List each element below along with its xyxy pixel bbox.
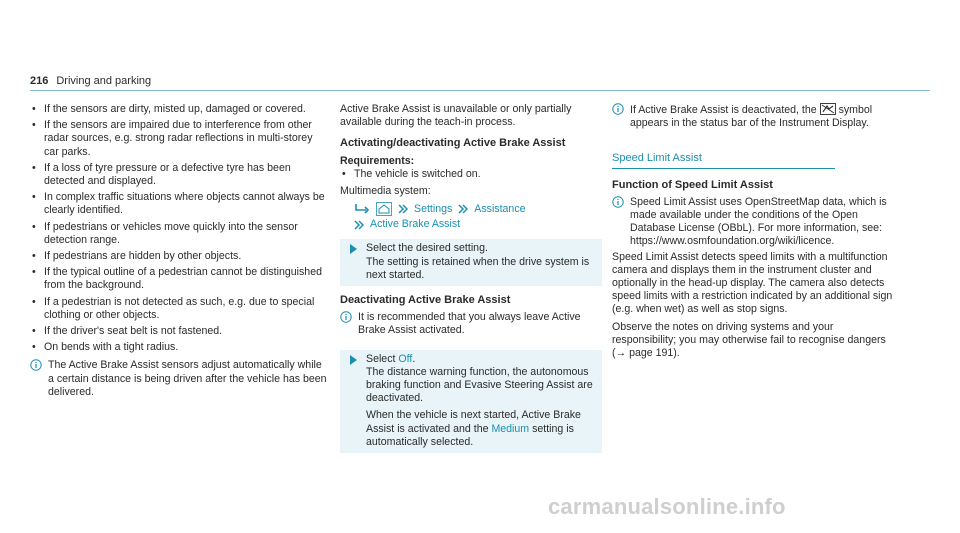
paragraph: Observe the notes on driving systems and your responsibility; you may otherwise fail to recognise dangers (→ page 191). bbox=[612, 320, 886, 360]
step-arrow-icon bbox=[350, 355, 357, 365]
multimedia-label: Multimedia system: bbox=[340, 185, 431, 198]
list-item: • If the sensors are impaired due to interference from other radar sources, e.g. strong radar reflections in multi-storey car parks. bbox=[30, 119, 330, 159]
info-note bbox=[30, 359, 330, 399]
step-text: When the vehicle is next started, Active Brake Assist is activated and the bbox=[366, 409, 581, 435]
menu-path bbox=[340, 202, 602, 216]
note-text: If Active Brake Assist is deactivated, the bbox=[630, 104, 817, 116]
menu-active-brake-assist[interactable]: Active Brake Assist bbox=[370, 218, 461, 231]
step-text: setting is automatically selected. bbox=[366, 422, 574, 448]
step-select-label: Select bbox=[366, 352, 396, 365]
arrow-right-icon bbox=[354, 203, 370, 215]
watermark: carmanualsonline.info bbox=[548, 494, 786, 519]
menu-assistance[interactable]: Assistance bbox=[474, 202, 526, 215]
list-item: • If pedestrians are hidden by other objects. bbox=[30, 250, 330, 263]
list-item: • The vehicle is switched on. bbox=[340, 168, 602, 181]
column-left bbox=[30, 103, 330, 399]
info-note bbox=[340, 311, 602, 337]
step-select-setting bbox=[340, 239, 602, 286]
medium-option[interactable]: Medium bbox=[491, 422, 530, 435]
note-text: Speed Limit Assist uses OpenStreetMap data, which is made available under the conditions of the Open Database License (OBbL). For more information, see: https://www.osmfoundation.org/wiki/licence. bbox=[630, 195, 887, 248]
heading-function: Function of Speed Limit Assist bbox=[612, 178, 773, 191]
list-item: • On bends with a tight radius. bbox=[30, 341, 330, 354]
column-right bbox=[612, 103, 897, 364]
home-icon[interactable] bbox=[376, 202, 392, 216]
info-icon bbox=[30, 359, 42, 371]
off-option[interactable]: Off bbox=[398, 352, 413, 365]
page-header bbox=[30, 75, 151, 88]
section-speed-limit-assist: Speed Limit Assist bbox=[612, 152, 835, 168]
step-text: The distance warning function, the autonomous braking function and Evasive Steering Assist are deactivated. bbox=[366, 365, 593, 405]
step-text: Select the desired setting. bbox=[366, 242, 488, 255]
list-item: • If a pedestrian is not detected as such, e.g. due to special clothing or other objects. bbox=[30, 296, 330, 322]
double-chevron-icon bbox=[398, 204, 408, 214]
brake-assist-off-icon bbox=[820, 103, 836, 115]
list-item: • If the typical outline of a pedestrian cannot be distinguished from the background. bbox=[30, 266, 330, 292]
double-chevron-icon bbox=[458, 204, 468, 214]
step-select-off: Select Off. The distance warning function, the autonomous braking function and Evasive Steering Assist are deactivated. When the vehicle is next started, Active Brake Assist is activated and the Medium setting is automatically selected. bbox=[340, 350, 602, 453]
bullet-list bbox=[30, 103, 330, 354]
list-item: • If pedestrians or vehicles move quickly into the sensor detection range. bbox=[30, 221, 330, 247]
list-item: • If the sensors are dirty, misted up, damaged or covered. bbox=[30, 103, 330, 116]
double-chevron-icon bbox=[354, 220, 364, 230]
intro-text: Active Brake Assist is unavailable or only partially available during the teach-in process. bbox=[340, 103, 572, 129]
menu-path-continued bbox=[340, 218, 602, 231]
header-rule bbox=[30, 90, 930, 91]
menu-settings[interactable]: Settings bbox=[414, 202, 453, 215]
column-middle bbox=[340, 103, 602, 459]
requirements-heading: Requirements: bbox=[340, 154, 415, 167]
heading-deactivating: Deactivating Active Brake Assist bbox=[340, 294, 511, 307]
step-text: The setting is retained when the drive system is next started. bbox=[366, 255, 590, 281]
note-text: It is recommended that you always leave Active Brake Assist activated. bbox=[358, 311, 581, 337]
section-title: Driving and parking bbox=[56, 75, 152, 87]
info-note bbox=[612, 103, 897, 130]
list-item: • In complex traffic situations where objects cannot always be clearly identified. bbox=[30, 191, 330, 217]
list-item: • If the driver's seat belt is not fastened. bbox=[30, 325, 330, 338]
step-arrow-icon bbox=[350, 244, 357, 254]
requirements-list bbox=[340, 168, 602, 181]
note-text: symbol appears in the status bar of the Instrument Display. bbox=[630, 104, 873, 130]
info-icon bbox=[340, 311, 352, 323]
paragraph: Speed Limit Assist detects speed limits with a multifunction camera and displays them in the instrument cluster and optionally in the head-up display. The camera also detects speed limits with a restriction indicated by an additional sign (e.g. when wet) as well as stop signs. bbox=[612, 250, 893, 316]
info-icon bbox=[612, 103, 624, 115]
page-number: 216 bbox=[30, 75, 49, 87]
info-icon bbox=[612, 196, 624, 208]
note-text: The Active Brake Assist sensors adjust automatically while a certain distance is being driven after the vehicle has been delivered. bbox=[48, 359, 327, 398]
heading-activating: Activating/deactivating Active Brake Assist bbox=[340, 137, 566, 150]
list-item: • If a loss of tyre pressure or a defective tyre has been detected and displayed. bbox=[30, 162, 330, 188]
info-note bbox=[612, 196, 897, 249]
